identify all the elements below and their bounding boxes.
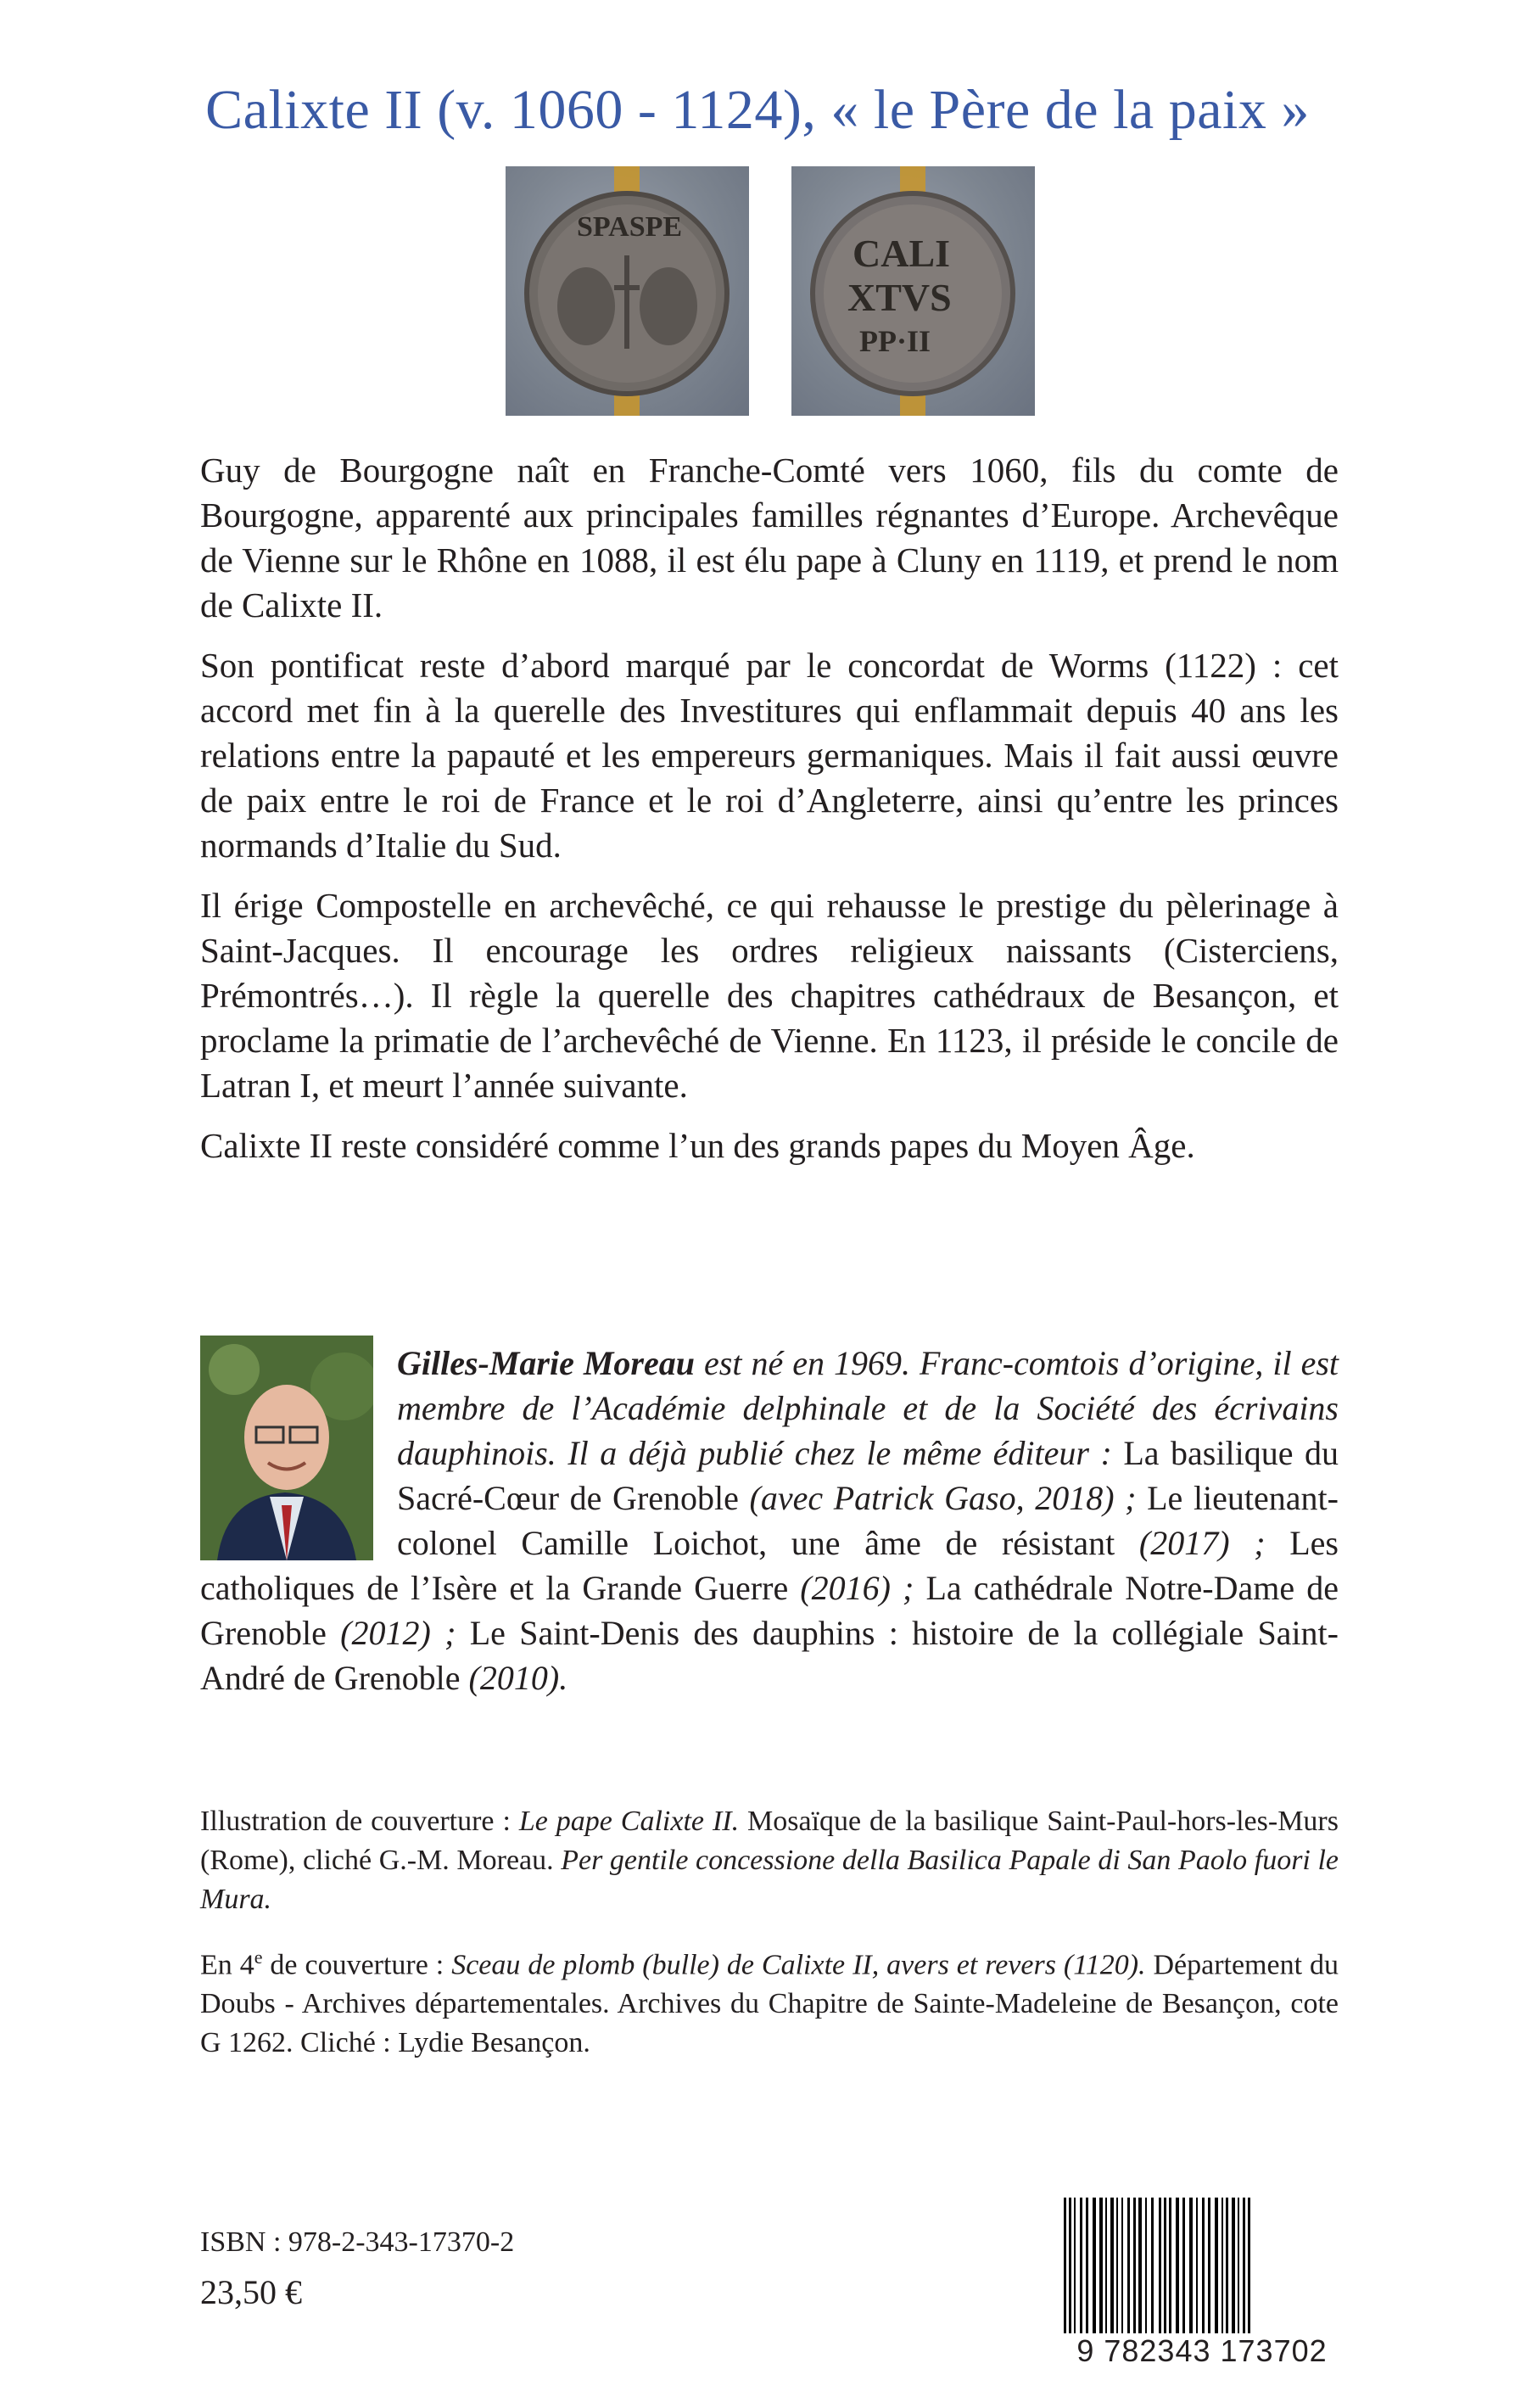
- barcode-bar: [1121, 2198, 1123, 2333]
- summary-text: [200, 448, 1339, 1184]
- author-intro: est né en 1969. Franc-comtois d’origine, il est membre de l’Académie delphinale et de la Société des écrivains dauphinois. Il a déjà publié chez le même éditeur :: [397, 1344, 1339, 1472]
- paragraph: Guy de Bourgogne naît en Franche-Comté vers 1060, fils du comte de Bourgogne, apparenté aux principales familles régnantes d’Europe. Archevêque de Vienne sur le Rhône en 1088, il est élu pape à Cluny en 1119, et prend le nom de Calixte II.: [200, 451, 1339, 624]
- cover-credit: Illustration de couverture : Le pape Calixte II. Mosaïque de la basilique Saint-Paul-hors-les-Murs (Rome), cliché G.-M. Moreau. Per gentile concessione della Basilica Papale di San Paolo fuori le Mura.: [200, 1806, 1339, 1915]
- barcode-bar: [1127, 2198, 1130, 2333]
- barcode-bar: [1110, 2198, 1114, 2333]
- paragraph: Son pontificat reste d’abord marqué par le concordat de Worms (1122) : cet accord met fin à la querelle des Investitures qui enflammait depuis 40 ans les relations entre la papauté et les empereurs germaniques. Mais il fait aussi œuvre de paix entre le roi de France et le roi d’Angleterre, ainsi qu’entre les princes normands d’Italie du Sud.: [200, 646, 1339, 865]
- paragraph: Calixte II reste considéré comme l’un des grands papes du Moyen Âge.: [200, 1126, 1195, 1165]
- barcode-bar: [1238, 2198, 1239, 2333]
- barcode-bar: [1196, 2198, 1198, 2333]
- seal-reverse-image: [791, 166, 1035, 416]
- book-title: Le lieutenant-colonel Camille Loichot, une âme de résistant: [397, 1479, 1339, 1562]
- book-note: (2010).: [460, 1659, 568, 1697]
- price: 23,50 €: [200, 2273, 302, 2311]
- barcode-bar: [1226, 2198, 1228, 2333]
- barcode-bar: [1145, 2198, 1147, 2333]
- seal-reverse-line2: XTVS: [847, 276, 952, 319]
- barcode-bar: [1232, 2198, 1235, 2333]
- seal-obverse-inscription: SPASPE: [577, 211, 683, 243]
- book-note: (2017) ;: [1115, 1524, 1290, 1562]
- barcode-bar: [1169, 2198, 1171, 2333]
- back-cover-title: Calixte II (v. 1060 - 1124), « le Père de la paix »: [205, 79, 1310, 141]
- barcode-bar: [1116, 2198, 1118, 2333]
- barcode-bar: [1093, 2198, 1096, 2333]
- book-title: La basilique du Sacré-Cœur de Grenoble: [397, 1434, 1339, 1517]
- barcode-bar: [1182, 2198, 1185, 2333]
- barcode-bar: [1138, 2198, 1142, 2333]
- barcode-bar: [1189, 2198, 1193, 2333]
- book-title: Les catholiques de l’Isère et la Grande Guerre: [200, 1524, 1339, 1607]
- barcode-bar: [1099, 2198, 1103, 2333]
- book-note: (avec Patrick Gaso, 2018) ;: [738, 1479, 1148, 1517]
- seal-obverse-image: [506, 166, 749, 416]
- barcode-bar: [1074, 2198, 1076, 2333]
- image-credits: [200, 1802, 1339, 2081]
- barcode-bar: [1151, 2198, 1154, 2333]
- barcode-bar: [1176, 2198, 1179, 2333]
- barcode-bar: [1133, 2198, 1136, 2333]
- author-bio: [200, 1341, 1339, 1700]
- barcode-digits: 9 782343 173702: [1064, 2333, 1340, 2369]
- barcode-bar: [1080, 2198, 1082, 2333]
- seal-reverse-line3: PP·II: [859, 324, 931, 358]
- paragraph: Il érige Compostelle en archevêché, ce qui rehausse le prestige du pèlerinage à Saint-Jacques. Il encourage les ordres religieux naissants (Cisterciens, Prémontrés…). Il règle la querelle des chapitres cathédraux de Besançon, et proclame la primatie de l’archevêché de Vienne. En 1123, il préside le concile de Latran I, et meurt l’année suivante.: [200, 886, 1339, 1105]
- barcode-bar: [1202, 2198, 1205, 2333]
- author-name: Gilles-Marie Moreau: [397, 1344, 696, 1382]
- barcode-bar: [1222, 2198, 1223, 2333]
- seal-reverse-line1: CALI: [853, 232, 951, 275]
- book-note: (2016) ;: [788, 1569, 926, 1607]
- back-cover-credit: En 4e de couverture : Sceau de plomb (bulle) de Calixte II, avers et revers (1120). Département du Doubs - Archives départementales. Archives du Chapitre de Sainte-Madeleine de Besançon, cote G 1262. Cliché : Lydie Besançon.: [200, 1946, 1339, 2059]
- book-title: Le Saint-Denis des dauphins : histoire de la collégiale Saint-André de Grenoble: [200, 1614, 1339, 1697]
- barcode-bar: [1215, 2198, 1218, 2333]
- barcode-bar: [1086, 2198, 1088, 2333]
- book-title: La cathédrale Notre-Dame de Grenoble: [200, 1569, 1339, 1652]
- barcode-bar: [1105, 2198, 1107, 2333]
- isbn: ISBN : 978-2-343-17370-2: [200, 2226, 515, 2258]
- barcode-bar: [1208, 2198, 1210, 2333]
- book-note: (2012) ;: [326, 1614, 470, 1652]
